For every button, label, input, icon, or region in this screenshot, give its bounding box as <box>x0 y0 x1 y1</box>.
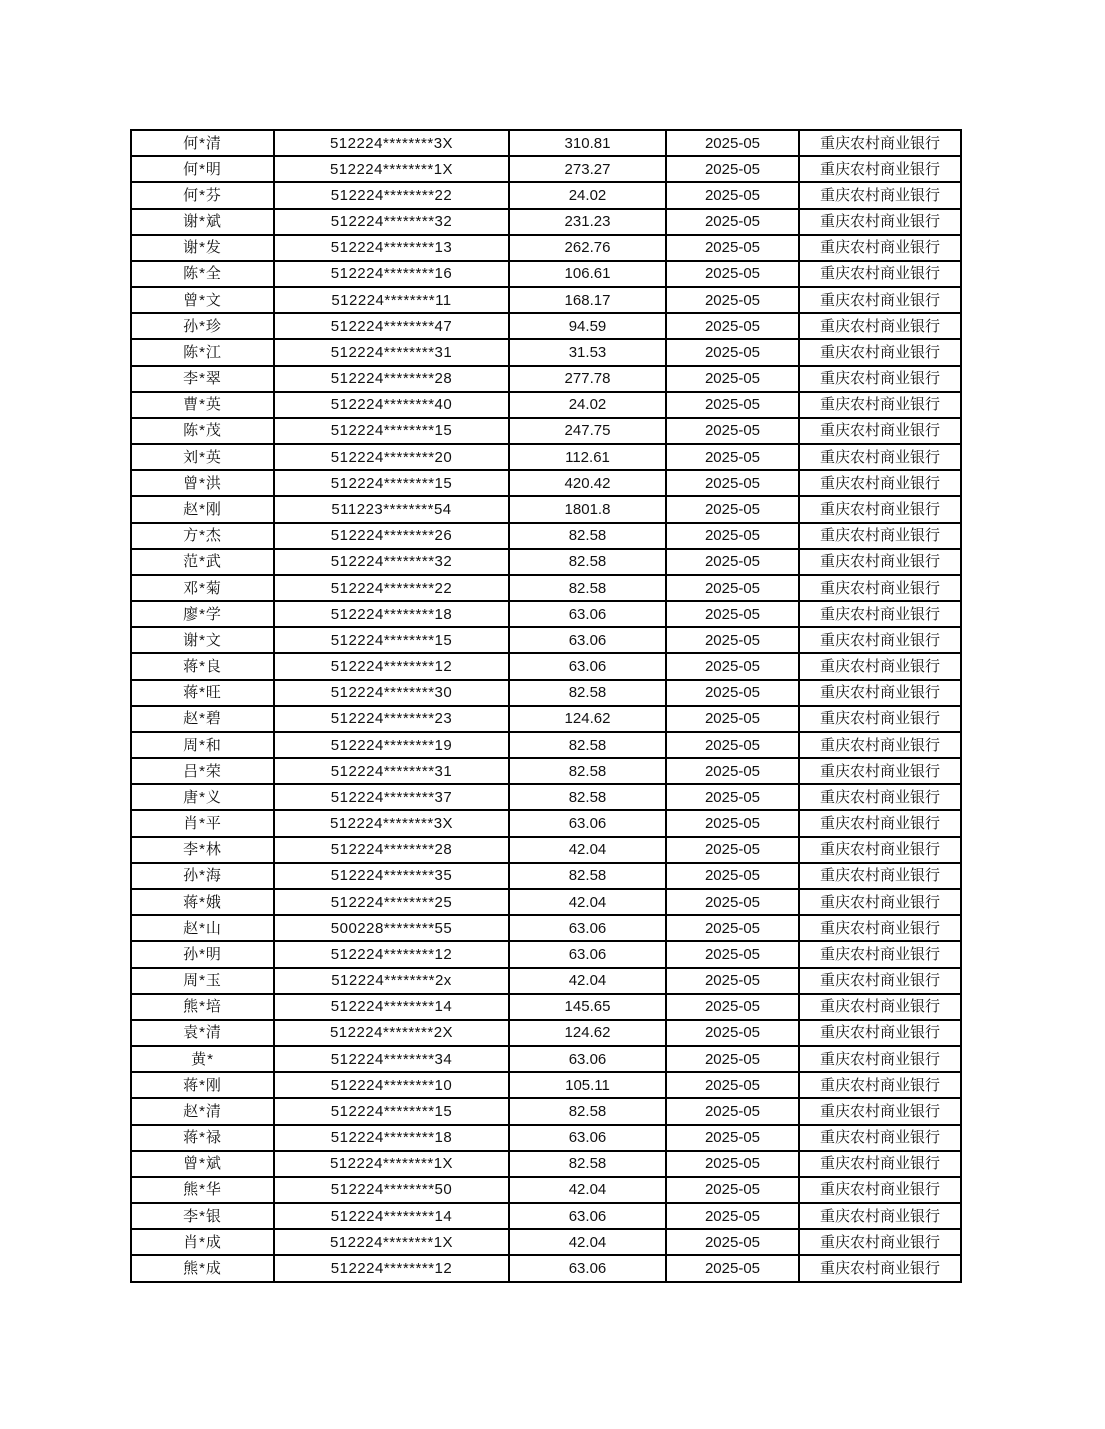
cell-name: 周*和 <box>131 732 274 758</box>
cell-id-number: 512224********14 <box>274 1203 509 1229</box>
cell-bank: 重庆农村商业银行 <box>799 235 961 261</box>
table-row <box>131 156 961 182</box>
cell-id-number: 512224********31 <box>274 758 509 784</box>
cell-id-number: 512224********28 <box>274 837 509 863</box>
cell-name: 谢*文 <box>131 627 274 653</box>
cell-bank: 重庆农村商业银行 <box>799 758 961 784</box>
table-row <box>131 889 961 915</box>
table-row <box>131 784 961 810</box>
cell-name: 孙*海 <box>131 863 274 889</box>
cell-id-number: 512224********28 <box>274 366 509 392</box>
cell-amount: 82.58 <box>509 1151 666 1177</box>
cell-bank: 重庆农村商业银行 <box>799 1177 961 1203</box>
cell-bank: 重庆农村商业银行 <box>799 1229 961 1255</box>
table-row <box>131 130 961 156</box>
cell-month: 2025-05 <box>666 1229 799 1255</box>
cell-id-number: 512224********31 <box>274 339 509 365</box>
cell-bank: 重庆农村商业银行 <box>799 418 961 444</box>
cell-amount: 82.58 <box>509 680 666 706</box>
cell-id-number: 512224********12 <box>274 941 509 967</box>
cell-bank: 重庆农村商业银行 <box>799 261 961 287</box>
cell-amount: 63.06 <box>509 653 666 679</box>
cell-id-number: 512224********16 <box>274 261 509 287</box>
cell-month: 2025-05 <box>666 627 799 653</box>
table-row <box>131 575 961 601</box>
cell-name: 熊*培 <box>131 994 274 1020</box>
cell-bank: 重庆农村商业银行 <box>799 1203 961 1229</box>
cell-name: 何*明 <box>131 156 274 182</box>
cell-month: 2025-05 <box>666 1072 799 1098</box>
cell-bank: 重庆农村商业银行 <box>799 837 961 863</box>
cell-month: 2025-05 <box>666 392 799 418</box>
cell-id-number: 512224********15 <box>274 470 509 496</box>
cell-name: 肖*成 <box>131 1229 274 1255</box>
cell-month: 2025-05 <box>666 810 799 836</box>
cell-month: 2025-05 <box>666 706 799 732</box>
cell-id-number: 512224********10 <box>274 1072 509 1098</box>
cell-amount: 124.62 <box>509 706 666 732</box>
cell-amount: 420.42 <box>509 470 666 496</box>
cell-name: 孙*珍 <box>131 313 274 339</box>
cell-month: 2025-05 <box>666 758 799 784</box>
cell-name: 曾*斌 <box>131 1151 274 1177</box>
cell-id-number: 512224********12 <box>274 1255 509 1282</box>
cell-id-number: 511223********54 <box>274 496 509 522</box>
table-row <box>131 418 961 444</box>
cell-name: 蒋*良 <box>131 653 274 679</box>
cell-name: 曹*英 <box>131 392 274 418</box>
cell-bank: 重庆农村商业银行 <box>799 1098 961 1124</box>
cell-bank: 重庆农村商业银行 <box>799 1046 961 1072</box>
cell-name: 熊*华 <box>131 1177 274 1203</box>
cell-name: 吕*荣 <box>131 758 274 784</box>
cell-amount: 273.27 <box>509 156 666 182</box>
cell-bank: 重庆农村商业银行 <box>799 810 961 836</box>
cell-month: 2025-05 <box>666 209 799 235</box>
cell-amount: 82.58 <box>509 523 666 549</box>
cell-month: 2025-05 <box>666 680 799 706</box>
cell-name: 蒋*刚 <box>131 1072 274 1098</box>
cell-month: 2025-05 <box>666 235 799 261</box>
table-row <box>131 915 961 941</box>
table-row <box>131 1098 961 1124</box>
cell-id-number: 512224********30 <box>274 680 509 706</box>
cell-month: 2025-05 <box>666 837 799 863</box>
cell-bank: 重庆农村商业银行 <box>799 1255 961 1282</box>
cell-name: 谢*斌 <box>131 209 274 235</box>
cell-amount: 42.04 <box>509 837 666 863</box>
cell-id-number: 512224********3X <box>274 810 509 836</box>
cell-name: 袁*清 <box>131 1020 274 1046</box>
table-row <box>131 235 961 261</box>
cell-month: 2025-05 <box>666 1046 799 1072</box>
cell-month: 2025-05 <box>666 1255 799 1282</box>
table-row <box>131 1125 961 1151</box>
cell-amount: 24.02 <box>509 182 666 208</box>
cell-month: 2025-05 <box>666 549 799 575</box>
cell-month: 2025-05 <box>666 575 799 601</box>
cell-id-number: 512224********2X <box>274 1020 509 1046</box>
table-row <box>131 1072 961 1098</box>
cell-name: 何*清 <box>131 130 274 156</box>
cell-month: 2025-05 <box>666 784 799 810</box>
cell-id-number: 512224********2x <box>274 968 509 994</box>
table-row <box>131 680 961 706</box>
table-row <box>131 1229 961 1255</box>
cell-bank: 重庆农村商业银行 <box>799 575 961 601</box>
cell-name: 黄* <box>131 1046 274 1072</box>
cell-id-number: 512224********1X <box>274 1151 509 1177</box>
cell-name: 谢*发 <box>131 235 274 261</box>
cell-id-number: 512224********15 <box>274 418 509 444</box>
cell-amount: 82.58 <box>509 1098 666 1124</box>
cell-month: 2025-05 <box>666 994 799 1020</box>
cell-id-number: 512224********22 <box>274 575 509 601</box>
cell-id-number: 512224********50 <box>274 1177 509 1203</box>
cell-bank: 重庆农村商业银行 <box>799 601 961 627</box>
cell-month: 2025-05 <box>666 313 799 339</box>
cell-amount: 310.81 <box>509 130 666 156</box>
cell-amount: 82.58 <box>509 549 666 575</box>
cell-id-number: 512224********11 <box>274 287 509 313</box>
cell-id-number: 512224********25 <box>274 889 509 915</box>
cell-bank: 重庆农村商业银行 <box>799 1151 961 1177</box>
cell-id-number: 512224********18 <box>274 601 509 627</box>
cell-bank: 重庆农村商业银行 <box>799 366 961 392</box>
cell-id-number: 512224********47 <box>274 313 509 339</box>
cell-month: 2025-05 <box>666 889 799 915</box>
cell-name: 孙*明 <box>131 941 274 967</box>
table-row <box>131 758 961 784</box>
cell-month: 2025-05 <box>666 287 799 313</box>
cell-month: 2025-05 <box>666 366 799 392</box>
cell-bank: 重庆农村商业银行 <box>799 680 961 706</box>
cell-name: 赵*山 <box>131 915 274 941</box>
cell-amount: 82.58 <box>509 732 666 758</box>
cell-id-number: 512224********12 <box>274 653 509 679</box>
cell-id-number: 512224********37 <box>274 784 509 810</box>
cell-name: 刘*英 <box>131 444 274 470</box>
cell-bank: 重庆农村商业银行 <box>799 1072 961 1098</box>
cell-month: 2025-05 <box>666 1203 799 1229</box>
cell-id-number: 512224********22 <box>274 182 509 208</box>
cell-amount: 42.04 <box>509 1229 666 1255</box>
cell-bank: 重庆农村商业银行 <box>799 339 961 365</box>
cell-id-number: 512224********1X <box>274 1229 509 1255</box>
cell-amount: 63.06 <box>509 1125 666 1151</box>
cell-id-number: 512224********26 <box>274 523 509 549</box>
cell-name: 赵*碧 <box>131 706 274 732</box>
cell-bank: 重庆农村商业银行 <box>799 994 961 1020</box>
cell-id-number: 512224********32 <box>274 209 509 235</box>
cell-amount: 42.04 <box>509 1177 666 1203</box>
table-row <box>131 1255 961 1282</box>
cell-id-number: 512224********35 <box>274 863 509 889</box>
cell-month: 2025-05 <box>666 601 799 627</box>
table-row <box>131 182 961 208</box>
table-row <box>131 313 961 339</box>
cell-id-number: 512224********34 <box>274 1046 509 1072</box>
table-row <box>131 496 961 522</box>
cell-id-number: 512224********19 <box>274 732 509 758</box>
table-row <box>131 627 961 653</box>
cell-month: 2025-05 <box>666 418 799 444</box>
cell-amount: 82.58 <box>509 863 666 889</box>
cell-name: 陈*茂 <box>131 418 274 444</box>
table-row <box>131 392 961 418</box>
table-row <box>131 863 961 889</box>
table-row <box>131 601 961 627</box>
cell-amount: 105.11 <box>509 1072 666 1098</box>
cell-month: 2025-05 <box>666 339 799 365</box>
cell-bank: 重庆农村商业银行 <box>799 470 961 496</box>
cell-month: 2025-05 <box>666 915 799 941</box>
cell-month: 2025-05 <box>666 1125 799 1151</box>
cell-month: 2025-05 <box>666 523 799 549</box>
cell-name: 李*银 <box>131 1203 274 1229</box>
cell-amount: 63.06 <box>509 601 666 627</box>
cell-bank: 重庆农村商业银行 <box>799 523 961 549</box>
cell-name: 唐*义 <box>131 784 274 810</box>
cell-name: 肖*平 <box>131 810 274 836</box>
cell-bank: 重庆农村商业银行 <box>799 889 961 915</box>
cell-amount: 63.06 <box>509 810 666 836</box>
cell-bank: 重庆农村商业银行 <box>799 1125 961 1151</box>
table-row <box>131 706 961 732</box>
cell-bank: 重庆农村商业银行 <box>799 968 961 994</box>
table-row <box>131 366 961 392</box>
cell-name: 熊*成 <box>131 1255 274 1282</box>
cell-id-number: 512224********3X <box>274 130 509 156</box>
table-row <box>131 1203 961 1229</box>
table-row <box>131 523 961 549</box>
cell-month: 2025-05 <box>666 1020 799 1046</box>
cell-name: 李*翠 <box>131 366 274 392</box>
cell-bank: 重庆农村商业银行 <box>799 209 961 235</box>
table-row <box>131 732 961 758</box>
table-row <box>131 653 961 679</box>
cell-bank: 重庆农村商业银行 <box>799 706 961 732</box>
cell-amount: 82.58 <box>509 575 666 601</box>
cell-month: 2025-05 <box>666 1177 799 1203</box>
cell-amount: 168.17 <box>509 287 666 313</box>
cell-amount: 42.04 <box>509 968 666 994</box>
cell-amount: 145.65 <box>509 994 666 1020</box>
cell-id-number: 512224********13 <box>274 235 509 261</box>
cell-amount: 63.06 <box>509 915 666 941</box>
cell-name: 范*武 <box>131 549 274 575</box>
cell-amount: 63.06 <box>509 1255 666 1282</box>
cell-bank: 重庆农村商业银行 <box>799 653 961 679</box>
cell-bank: 重庆农村商业银行 <box>799 444 961 470</box>
cell-bank: 重庆农村商业银行 <box>799 627 961 653</box>
table-row <box>131 470 961 496</box>
cell-name: 廖*学 <box>131 601 274 627</box>
cell-bank: 重庆农村商业银行 <box>799 156 961 182</box>
cell-amount: 24.02 <box>509 392 666 418</box>
table-row <box>131 968 961 994</box>
table-row <box>131 209 961 235</box>
cell-id-number: 512224********40 <box>274 392 509 418</box>
cell-amount: 82.58 <box>509 784 666 810</box>
cell-month: 2025-05 <box>666 470 799 496</box>
cell-month: 2025-05 <box>666 156 799 182</box>
cell-month: 2025-05 <box>666 732 799 758</box>
cell-month: 2025-05 <box>666 968 799 994</box>
table-body <box>131 130 961 1282</box>
cell-amount: 63.06 <box>509 1203 666 1229</box>
cell-id-number: 512224********23 <box>274 706 509 732</box>
table-row <box>131 1177 961 1203</box>
table-row <box>131 261 961 287</box>
cell-name: 方*杰 <box>131 523 274 549</box>
cell-bank: 重庆农村商业银行 <box>799 549 961 575</box>
cell-bank: 重庆农村商业银行 <box>799 941 961 967</box>
cell-amount: 112.61 <box>509 444 666 470</box>
cell-amount: 231.23 <box>509 209 666 235</box>
cell-name: 陈*全 <box>131 261 274 287</box>
cell-id-number: 512224********1X <box>274 156 509 182</box>
table-row <box>131 1020 961 1046</box>
cell-name: 何*芬 <box>131 182 274 208</box>
benefits-table <box>130 129 962 1283</box>
cell-bank: 重庆农村商业银行 <box>799 863 961 889</box>
cell-month: 2025-05 <box>666 1098 799 1124</box>
cell-month: 2025-05 <box>666 653 799 679</box>
cell-bank: 重庆农村商业银行 <box>799 915 961 941</box>
cell-amount: 247.75 <box>509 418 666 444</box>
cell-amount: 63.06 <box>509 1046 666 1072</box>
table-row <box>131 941 961 967</box>
cell-month: 2025-05 <box>666 941 799 967</box>
cell-bank: 重庆农村商业银行 <box>799 182 961 208</box>
table-row <box>131 810 961 836</box>
cell-amount: 31.53 <box>509 339 666 365</box>
cell-bank: 重庆农村商业银行 <box>799 496 961 522</box>
cell-name: 陈*江 <box>131 339 274 365</box>
cell-id-number: 500228********55 <box>274 915 509 941</box>
cell-name: 赵*清 <box>131 1098 274 1124</box>
cell-amount: 277.78 <box>509 366 666 392</box>
cell-name: 曾*洪 <box>131 470 274 496</box>
table-row <box>131 287 961 313</box>
cell-id-number: 512224********18 <box>274 1125 509 1151</box>
cell-amount: 63.06 <box>509 627 666 653</box>
cell-month: 2025-05 <box>666 863 799 889</box>
cell-amount: 106.61 <box>509 261 666 287</box>
table-row <box>131 444 961 470</box>
cell-bank: 重庆农村商业银行 <box>799 392 961 418</box>
table-row <box>131 549 961 575</box>
cell-name: 李*林 <box>131 837 274 863</box>
cell-bank: 重庆农村商业银行 <box>799 287 961 313</box>
cell-name: 赵*刚 <box>131 496 274 522</box>
cell-name: 蒋*娥 <box>131 889 274 915</box>
cell-id-number: 512224********20 <box>274 444 509 470</box>
cell-name: 周*玉 <box>131 968 274 994</box>
cell-bank: 重庆农村商业银行 <box>799 130 961 156</box>
cell-amount: 262.76 <box>509 235 666 261</box>
table-row <box>131 994 961 1020</box>
cell-name: 邓*菊 <box>131 575 274 601</box>
cell-bank: 重庆农村商业银行 <box>799 1020 961 1046</box>
cell-month: 2025-05 <box>666 444 799 470</box>
cell-amount: 63.06 <box>509 941 666 967</box>
cell-amount: 82.58 <box>509 758 666 784</box>
table-row <box>131 339 961 365</box>
cell-month: 2025-05 <box>666 130 799 156</box>
cell-month: 2025-05 <box>666 261 799 287</box>
cell-id-number: 512224********32 <box>274 549 509 575</box>
cell-month: 2025-05 <box>666 1151 799 1177</box>
table-row <box>131 837 961 863</box>
cell-amount: 1801.8 <box>509 496 666 522</box>
cell-id-number: 512224********15 <box>274 1098 509 1124</box>
table-row <box>131 1046 961 1072</box>
cell-bank: 重庆农村商业银行 <box>799 313 961 339</box>
cell-month: 2025-05 <box>666 182 799 208</box>
cell-id-number: 512224********14 <box>274 994 509 1020</box>
cell-amount: 124.62 <box>509 1020 666 1046</box>
cell-amount: 42.04 <box>509 889 666 915</box>
cell-id-number: 512224********15 <box>274 627 509 653</box>
cell-bank: 重庆农村商业银行 <box>799 784 961 810</box>
table-row <box>131 1151 961 1177</box>
cell-bank: 重庆农村商业银行 <box>799 732 961 758</box>
cell-name: 蒋*旺 <box>131 680 274 706</box>
cell-month: 2025-05 <box>666 496 799 522</box>
cell-amount: 94.59 <box>509 313 666 339</box>
cell-name: 蒋*禄 <box>131 1125 274 1151</box>
cell-name: 曾*文 <box>131 287 274 313</box>
